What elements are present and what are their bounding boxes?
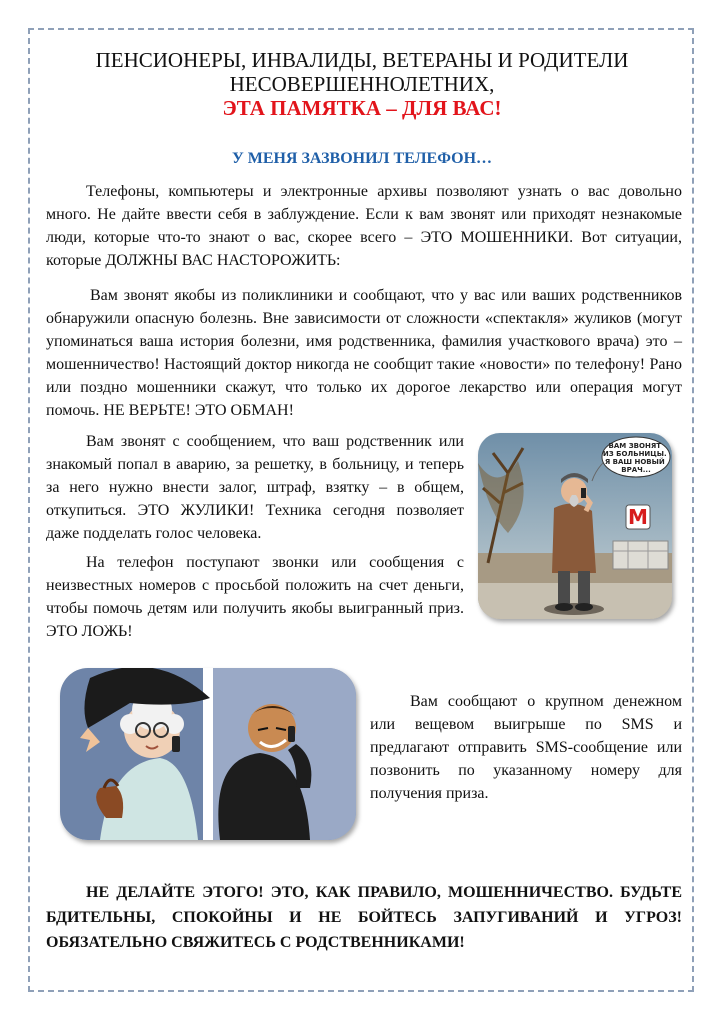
man-on-phone-illustration — [478, 433, 672, 619]
bubble-line-3: Я ВАШ НОВЫЙ — [604, 458, 665, 466]
bubble-line-1: ВАМ ЗВОНЯТ — [608, 442, 662, 450]
title-line-1: ПЕНСИОНЕРЫ, ИНВАЛИДЫ, ВЕТЕРАНЫ И РОДИТЕЛИ — [95, 48, 629, 72]
relative-accident-paragraph: Вам звонят с сообщением, что ваш родственник или знакомый попал в аварию, за решетку, в больницу, и теперь за него нужно внести залог, штраф, взятку – в общем, откупиться. ЭТО ЖУЛИКИ! Техника сегодня позволяет даже подделать голос человека. — [46, 433, 464, 542]
unknown-calls-paragraph: На телефон поступают звонки или сообщения с неизвестных номеров с просьбой положить на счет деньги, чтобы помочь детям или получить якобы выигранный приз. ЭТО ЛОЖЬ! — [46, 554, 464, 640]
bubble-line-2: ИЗ БОЛЬНИЦЫ. — [602, 450, 667, 458]
title-line-2: НЕСОВЕРШЕННОЛЕТНИХ, — [229, 72, 495, 96]
grandmother-and-scammer-illustration — [60, 668, 356, 840]
bubble-line-4: ВРАЧ... — [621, 466, 651, 474]
final-warning-paragraph: НЕ ДЕЛАЙТЕ ЭТОГО! ЭТО, КАК ПРАВИЛО, МОШЕННИЧЕСТВО. БУДЬТЕ БДИТЕЛЬНЫ, СПОКОЙНЫ И НЕ БОЙТЕСЬ ЗАПУГИВАНИЙ И УГРОЗ! ОБЯЗАТЕЛЬНО СВЯЖИТЕСЬ С РОДСТВЕННИКАМИ! — [46, 884, 682, 951]
intro-paragraph: Телефоны, компьютеры и электронные архивы позволяют узнать о вас довольно много. Не дайте ввести себя в заблуждение. Если к вам звонят или приходят незнакомые люди, которые что-то знают о вас, скорее всего – ЭТО МОШЕННИКИ. Вот ситуации, которые ДОЛЖНЫ ВАС НАСТОРОЖИТЬ: — [46, 183, 682, 269]
metro-sign-text: М — [628, 505, 648, 529]
clinic-scam-paragraph: Вам звонят якобы из поликлиники и сообщают, что у вас или ваших родственников обнаружили опасную болезнь. Вне зависимости от сложности «спектакля» жуликов (могут упоминаться ваша история болезни, имя родственника, фамилия участкового врача) это – мошенничество! Настоящий доктор никогда не сообщит такие «новости» по телефону! Рано или поздно мошенники скажут, что только их дорогое лекарство или операция могут помочь. НЕ ВЕРЬТЕ! ЭТО ОБМАН! — [46, 287, 682, 419]
title-line-3-highlight: ЭТА ПАМЯТКА – ДЛЯ ВАС! — [222, 96, 502, 120]
sms-prize-paragraph: Вам сообщают о крупном денежном или вещевом выигрыше по SMS и предлагают отправить SMS-сообщение или позвонить по указанному номеру для получения приза. — [370, 693, 682, 802]
section-subtitle: У МЕНЯ ЗАЗВОНИЛ ТЕЛЕФОН… — [231, 150, 493, 167]
